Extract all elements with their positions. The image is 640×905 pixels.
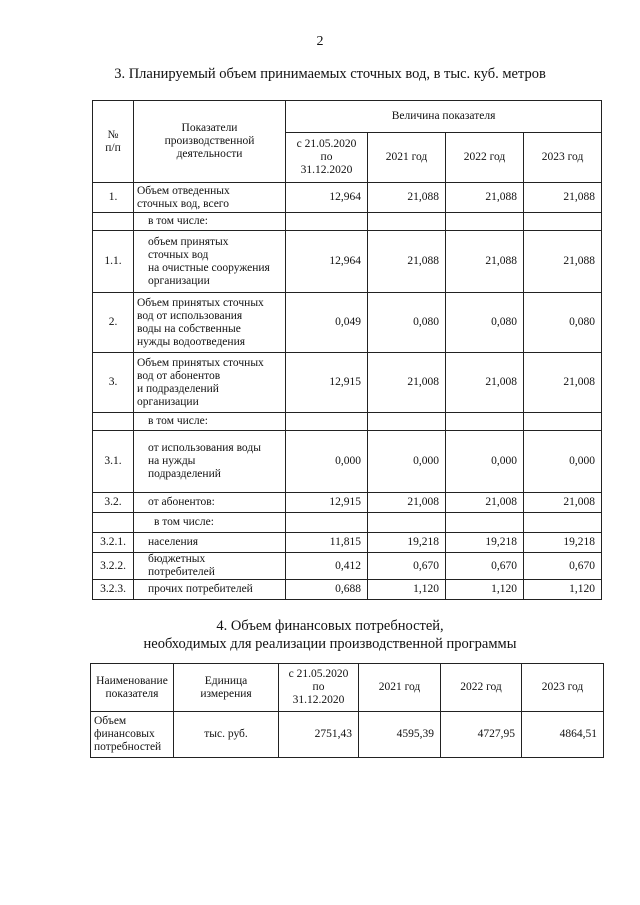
page-number: 2 <box>316 34 324 49</box>
row-value-4: 0,080 <box>524 293 602 353</box>
t2-header-period: с 21.05.2020 по 31.12.2020 <box>279 664 359 712</box>
row-value-2 <box>368 213 446 231</box>
t2-header-unit: Единица измерения <box>174 664 279 712</box>
row-name: Объем принятых сточных вод от абонентов и подразделений организации <box>134 353 286 413</box>
row-value-2: 0,000 <box>368 431 446 493</box>
row-value-2: 21,088 <box>368 231 446 293</box>
t2-row-name: Объем финансовых потребностей <box>91 712 174 758</box>
row-value-4: 21,088 <box>524 231 602 293</box>
header-name: Показатели производственной деятельности <box>134 101 286 183</box>
row-value-4: 21,008 <box>524 353 602 413</box>
row-name: Объем отведенных сточных вод, всего <box>134 183 286 213</box>
row-name: прочих потребителей <box>134 580 286 600</box>
table-row <box>93 580 602 600</box>
row-value-4: 0,000 <box>524 431 602 493</box>
t2-header-2022: 2022 год <box>441 664 522 712</box>
row-value-3 <box>446 413 524 431</box>
row-value-2: 21,088 <box>368 183 446 213</box>
header-2022: 2022 год <box>446 133 524 183</box>
row-value-3: 21,008 <box>446 353 524 413</box>
row-number: 1. <box>93 183 134 213</box>
row-value-1: 11,815 <box>286 533 368 553</box>
row-value-1: 12,915 <box>286 353 368 413</box>
row-value-1 <box>286 413 368 431</box>
row-value-3: 21,088 <box>446 231 524 293</box>
row-value-4: 19,218 <box>524 533 602 553</box>
table-row <box>93 413 602 431</box>
row-value-1 <box>286 513 368 533</box>
row-value-4: 1,120 <box>524 580 602 600</box>
table-row <box>93 533 602 553</box>
row-value-2: 0,080 <box>368 293 446 353</box>
row-value-3 <box>446 213 524 231</box>
row-number: 1.1. <box>93 231 134 293</box>
row-value-4 <box>524 413 602 431</box>
row-number <box>93 413 134 431</box>
row-value-1: 0,000 <box>286 431 368 493</box>
row-value-2: 1,120 <box>368 580 446 600</box>
t2-row-2022: 4727,95 <box>441 712 522 758</box>
table-row <box>93 353 602 413</box>
t2-row-2021: 4595,39 <box>359 712 441 758</box>
row-name: в том числе: <box>134 213 286 231</box>
row-number: 3.2.1. <box>93 533 134 553</box>
table-row <box>93 231 602 293</box>
row-number <box>93 513 134 533</box>
row-name: от использования воды на нужды подразделений <box>134 431 286 493</box>
row-name: населения <box>134 533 286 553</box>
wastewater-volume-table <box>92 100 602 600</box>
row-value-2: 19,218 <box>368 533 446 553</box>
row-value-3: 19,218 <box>446 533 524 553</box>
row-value-4: 21,008 <box>524 493 602 513</box>
section4-title-line1: 4. Объем финансовых потребностей, <box>216 618 444 634</box>
table-row <box>93 513 602 533</box>
table-row <box>93 431 602 493</box>
section4-title <box>60 617 600 653</box>
row-value-2: 0,670 <box>368 553 446 580</box>
row-value-3: 0,000 <box>446 431 524 493</box>
table-row <box>93 493 602 513</box>
t2-row-unit: тыс. руб. <box>174 712 279 758</box>
row-number: 3.1. <box>93 431 134 493</box>
row-value-3: 1,120 <box>446 580 524 600</box>
table-row <box>93 553 602 580</box>
table-row <box>93 183 602 213</box>
t2-row-2023: 4864,51 <box>522 712 604 758</box>
row-number <box>93 213 134 231</box>
row-value-1: 0,688 <box>286 580 368 600</box>
row-value-3: 21,088 <box>446 183 524 213</box>
t2-header-2023: 2023 год <box>522 664 604 712</box>
row-number: 3.2. <box>93 493 134 513</box>
row-value-3: 0,670 <box>446 553 524 580</box>
row-name: бюджетных потребителей <box>134 553 286 580</box>
row-value-3: 0,080 <box>446 293 524 353</box>
t2-header-2021: 2021 год <box>359 664 441 712</box>
row-value-4: 21,088 <box>524 183 602 213</box>
row-value-2 <box>368 513 446 533</box>
row-value-1: 12,915 <box>286 493 368 513</box>
row-number: 2. <box>93 293 134 353</box>
row-value-2: 21,008 <box>368 353 446 413</box>
section3-title: 3. Планируемый объем принимаемых сточных вод, в тыс. куб. метров <box>114 66 546 82</box>
row-number: 3. <box>93 353 134 413</box>
row-value-1: 12,964 <box>286 183 368 213</box>
row-name: в том числе: <box>134 413 286 431</box>
row-name: объем принятых сточных вод на очистные сооружения организации <box>134 231 286 293</box>
row-value-3: 21,008 <box>446 493 524 513</box>
financial-needs-table <box>90 663 604 758</box>
t2-row-period: 2751,43 <box>279 712 359 758</box>
table-row <box>93 293 602 353</box>
table-row <box>93 213 602 231</box>
row-value-2: 21,008 <box>368 493 446 513</box>
row-number: 3.2.3. <box>93 580 134 600</box>
row-value-1: 0,412 <box>286 553 368 580</box>
header-period: с 21.05.2020 по 31.12.2020 <box>286 133 368 183</box>
row-value-4: 0,670 <box>524 553 602 580</box>
row-name: в том числе: <box>134 513 286 533</box>
row-value-1: 0,049 <box>286 293 368 353</box>
row-value-4 <box>524 513 602 533</box>
header-2023: 2023 год <box>524 133 602 183</box>
row-name: Объем принятых сточных вод от использования воды на собственные нужды водоотведения <box>134 293 286 353</box>
row-value-1 <box>286 213 368 231</box>
row-name: от абонентов: <box>134 493 286 513</box>
row-number: 3.2.2. <box>93 553 134 580</box>
row-value-4 <box>524 213 602 231</box>
header-group: Величина показателя <box>286 101 602 133</box>
section4-title-line2: необходимых для реализации производственной программы <box>143 636 517 652</box>
t2-header-name: Наименование показателя <box>91 664 174 712</box>
row-value-1: 12,964 <box>286 231 368 293</box>
row-value-2 <box>368 413 446 431</box>
row-value-3 <box>446 513 524 533</box>
header-2021: 2021 год <box>368 133 446 183</box>
header-num: № п/п <box>93 101 134 183</box>
